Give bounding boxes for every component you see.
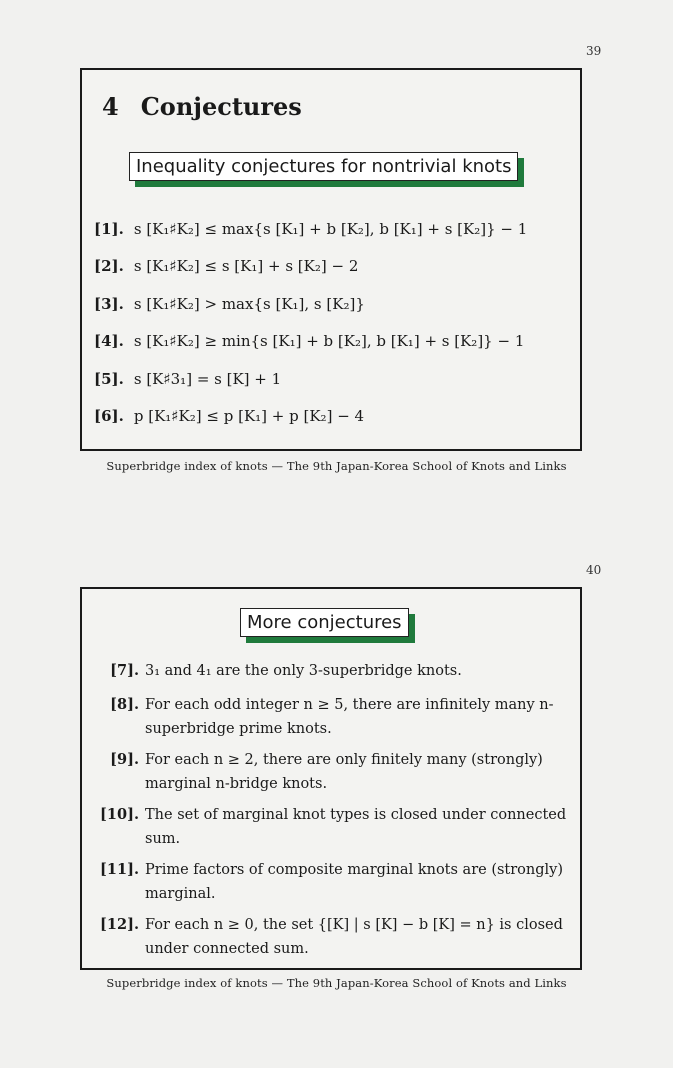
conjecture-text: For each n ≥ 2, there are only finitely many (strongly) marginal n-bridge knots. xyxy=(145,752,543,792)
conjecture-item xyxy=(94,748,570,796)
page-number: 39 xyxy=(586,44,602,58)
conjecture-tag: [2]. xyxy=(94,257,124,276)
conjecture-formula: s [K₁♯K₂] ≥ min{s [K₁] + b [K₂], b [K₁] + s [K₂]} − 1 xyxy=(133,332,525,351)
conjecture-item xyxy=(94,210,570,248)
slide-39 xyxy=(80,68,582,451)
conjecture-text: The set of marginal knot types is closed under connected sum. xyxy=(145,807,567,847)
conjecture-item xyxy=(94,323,570,361)
section-title: Conjectures xyxy=(140,92,302,121)
section-number: 4 xyxy=(102,92,119,121)
conjecture-item xyxy=(94,659,570,683)
conjecture-item xyxy=(94,398,570,436)
conjecture-tag: [4]. xyxy=(94,332,124,351)
conjecture-tag: [5]. xyxy=(94,369,124,388)
conjecture-tag: [1]. xyxy=(94,219,124,238)
conjecture-tag: [9]. xyxy=(110,751,139,768)
conjecture-tag: [11]. xyxy=(100,861,139,878)
conjecture-formula: s [K₁♯K₂] > max{s [K₁], s [K₂]} xyxy=(133,294,365,313)
conjecture-item xyxy=(94,285,570,323)
conjecture-item xyxy=(94,858,570,906)
conjecture-formula: p [K₁♯K₂] ≤ p [K₁] + p [K₂] − 4 xyxy=(133,407,365,426)
conjecture-text: 3₁ and 4₁ are the only 3-superbridge knots. xyxy=(145,663,462,679)
slide-footer: Superbridge index of knots — The 9th Japan-Korea School of Knots and Links xyxy=(106,976,567,990)
conjecture-formula: s [K₁♯K₂] ≤ max{s [K₁] + b [K₂], b [K₁] + s [K₂]} − 1 xyxy=(133,219,528,238)
conjecture-tag: [7]. xyxy=(110,662,139,679)
conjecture-item xyxy=(94,803,570,851)
slide-40 xyxy=(80,587,582,970)
conjecture-tag: [10]. xyxy=(100,806,139,823)
conjecture-tag: [8]. xyxy=(110,696,139,713)
boxed-title: More conjectures xyxy=(240,608,409,637)
conjecture-item xyxy=(94,248,570,286)
conjecture-item xyxy=(94,913,570,961)
conjecture-tag: [12]. xyxy=(100,916,139,933)
page-number: 40 xyxy=(586,563,602,577)
conjecture-tag: [3]. xyxy=(94,294,124,313)
conjecture-item xyxy=(94,693,570,741)
slide-footer: Superbridge index of knots — The 9th Japan-Korea School of Knots and Links xyxy=(106,459,567,473)
conjecture-list xyxy=(94,210,570,435)
conjecture-formula: s [K₁♯K₂] ≤ s [K₁] + s [K₂] − 2 xyxy=(133,257,359,276)
conjecture-item xyxy=(94,360,570,398)
conjecture-text: For each n ≥ 0, the set {[K] | s [K] − b [K] = n} is closed under connected sum. xyxy=(145,917,563,957)
conjecture-tag: [6]. xyxy=(94,407,124,426)
conjecture-text: Prime factors of composite marginal knots are (strongly) marginal. xyxy=(145,862,564,902)
conjecture-text: For each odd integer n ≥ 5, there are infinitely many n-superbridge prime knots. xyxy=(145,697,554,737)
boxed-title: Inequality conjectures for nontrivial knots xyxy=(129,152,518,181)
conjecture-formula: s [K♯3₁] = s [K] + 1 xyxy=(133,369,282,388)
section-heading xyxy=(102,92,302,121)
